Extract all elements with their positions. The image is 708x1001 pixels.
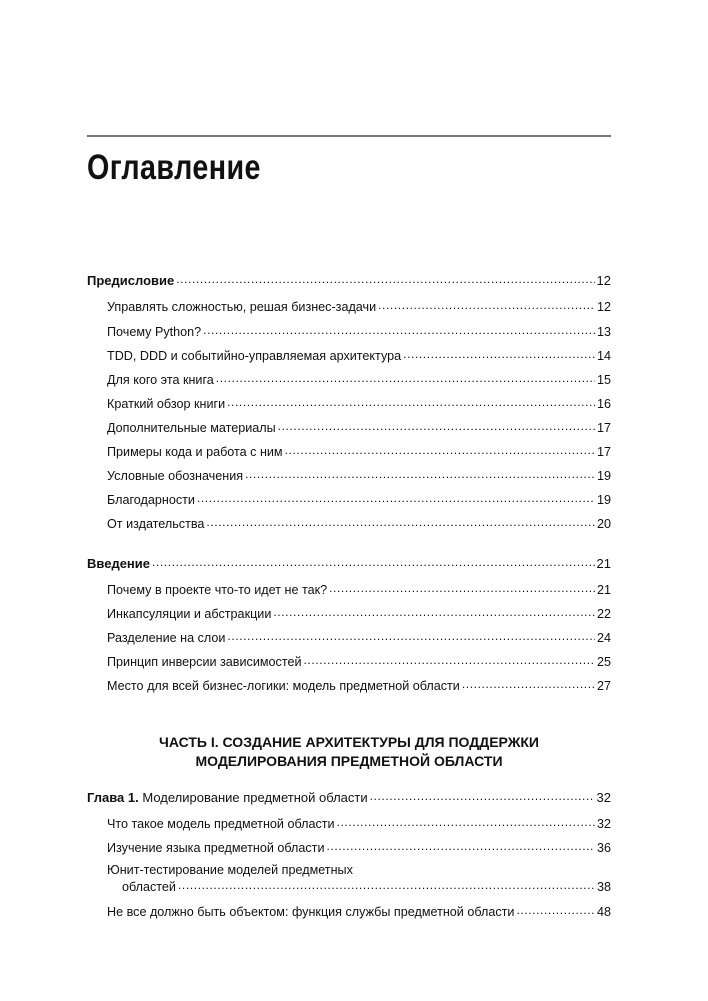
toc-entry bbox=[107, 372, 611, 388]
toc-page-number: 21 bbox=[596, 556, 611, 571]
toc-entry-label: Место для всей бизнес-логики: модель предметной области bbox=[107, 679, 460, 693]
toc-entry-label: Условные обозначения bbox=[107, 469, 244, 483]
toc-page-number: 12 bbox=[596, 273, 611, 288]
leader-dots bbox=[370, 790, 595, 802]
toc-entry bbox=[107, 816, 611, 832]
toc-entry bbox=[107, 492, 611, 508]
title-rule bbox=[87, 135, 611, 137]
part-heading-line: МОДЕЛИРОВАНИЯ ПРЕДМЕТНОЙ ОБЛАСТИ bbox=[195, 753, 503, 769]
toc-entry bbox=[107, 420, 611, 436]
leader-dots bbox=[403, 348, 595, 360]
toc-entry-label: Разделение на слои bbox=[107, 631, 226, 645]
toc-entry bbox=[107, 468, 611, 484]
toc-entry bbox=[107, 904, 611, 920]
leader-dots bbox=[197, 492, 595, 504]
toc-page-number: 12 bbox=[596, 300, 611, 314]
toc-entry bbox=[107, 582, 611, 598]
toc-entry-label: Краткий обзор книги bbox=[107, 397, 226, 411]
toc-entry-label: Не все должно быть объектом: функция службы предметной области bbox=[107, 905, 515, 919]
toc-page-number: 14 bbox=[596, 349, 611, 363]
toc-entry-label: Управлять сложностью, решая бизнес-задачи bbox=[107, 300, 377, 314]
leader-dots bbox=[273, 606, 595, 618]
leader-dots bbox=[303, 654, 595, 666]
toc-entry-label: От издательства bbox=[107, 517, 205, 531]
toc-entry-label: Примеры кода и работа с ним bbox=[107, 445, 283, 459]
part-heading-line: ЧАСТЬ I. СОЗДАНИЕ АРХИТЕКТУРЫ ДЛЯ ПОДДЕРЖКИ bbox=[159, 734, 539, 750]
toc-entry-label: Благодарности bbox=[107, 493, 195, 507]
leader-dots bbox=[227, 396, 595, 408]
toc-chapter-1 bbox=[87, 790, 611, 806]
toc-page-number: 20 bbox=[596, 517, 611, 531]
toc-page-number: 16 bbox=[596, 397, 611, 411]
toc-entry-label: Почему в проекте что-то идет не так? bbox=[107, 583, 328, 597]
toc-section-preface bbox=[87, 273, 611, 289]
chapter-prefix: Глава 1. bbox=[87, 790, 139, 805]
toc-page-number: 19 bbox=[596, 469, 611, 483]
leader-dots bbox=[178, 879, 595, 891]
leader-dots bbox=[462, 678, 595, 690]
toc-entry bbox=[107, 678, 611, 694]
toc-entry bbox=[107, 654, 611, 670]
leader-dots bbox=[516, 904, 595, 916]
toc-entry-label: Что такое модель предметной области bbox=[107, 817, 335, 831]
toc-entry-label: Инкапсуляции и абстракции bbox=[107, 607, 272, 621]
toc-chapter-label: Моделирование предметной области bbox=[142, 790, 368, 805]
toc-page-number: 27 bbox=[596, 679, 611, 693]
leader-dots bbox=[203, 324, 595, 336]
leader-dots bbox=[245, 468, 595, 480]
toc-page-number: 17 bbox=[596, 445, 611, 459]
toc-entry bbox=[107, 840, 611, 856]
leader-dots bbox=[337, 816, 595, 828]
toc-entry-label: Дополнительные материалы bbox=[107, 421, 276, 435]
toc-page-number: 48 bbox=[596, 905, 611, 919]
leader-dots bbox=[378, 299, 595, 311]
toc-entry bbox=[107, 348, 611, 364]
leader-dots bbox=[152, 556, 595, 568]
toc-entry bbox=[107, 324, 611, 340]
page-title: Оглавление bbox=[87, 148, 261, 187]
leader-dots bbox=[278, 420, 595, 432]
toc-entry bbox=[107, 396, 611, 412]
toc-section-label: Предисловие bbox=[87, 273, 175, 288]
toc-entry-label-line2: областей bbox=[122, 880, 176, 894]
toc-page-number: 22 bbox=[596, 607, 611, 621]
leader-dots bbox=[216, 372, 595, 384]
toc-entry bbox=[107, 630, 611, 646]
leader-dots bbox=[285, 444, 595, 456]
toc-entry bbox=[107, 516, 611, 532]
toc-page-number: 32 bbox=[596, 817, 611, 831]
toc-entry-label: Для кого эта книга bbox=[107, 373, 214, 387]
toc-entry-label: Принцип инверсии зависимостей bbox=[107, 655, 302, 669]
toc-entry-label-line1: Юнит-тестирование моделей предметных bbox=[107, 863, 353, 877]
part-heading bbox=[87, 733, 611, 771]
toc-page-number: 17 bbox=[596, 421, 611, 435]
toc-section-label: Введение bbox=[87, 556, 150, 571]
toc-page-number: 24 bbox=[596, 631, 611, 645]
toc-page-number: 32 bbox=[596, 790, 611, 805]
toc-entry bbox=[122, 879, 611, 895]
toc-page-number: 38 bbox=[596, 880, 611, 894]
toc-entry-label: Почему Python? bbox=[107, 325, 202, 339]
toc-page-number: 21 bbox=[596, 583, 611, 597]
toc-page-number: 25 bbox=[596, 655, 611, 669]
toc-page-number: 19 bbox=[596, 493, 611, 507]
toc-page-number: 13 bbox=[596, 325, 611, 339]
toc-entry-label: TDD, DDD и событийно-управляемая архитектура bbox=[107, 349, 402, 363]
leader-dots bbox=[206, 516, 595, 528]
toc-entry bbox=[107, 444, 611, 460]
toc-entry-label: Изучение языка предметной области bbox=[107, 841, 325, 855]
toc-page-number: 15 bbox=[596, 373, 611, 387]
toc-entry bbox=[107, 606, 611, 622]
leader-dots bbox=[329, 582, 595, 594]
leader-dots bbox=[227, 630, 595, 642]
toc-section-intro bbox=[87, 556, 611, 572]
leader-dots bbox=[326, 840, 595, 852]
leader-dots bbox=[176, 273, 594, 285]
toc-entry bbox=[107, 299, 611, 315]
toc-page-number: 36 bbox=[596, 841, 611, 855]
